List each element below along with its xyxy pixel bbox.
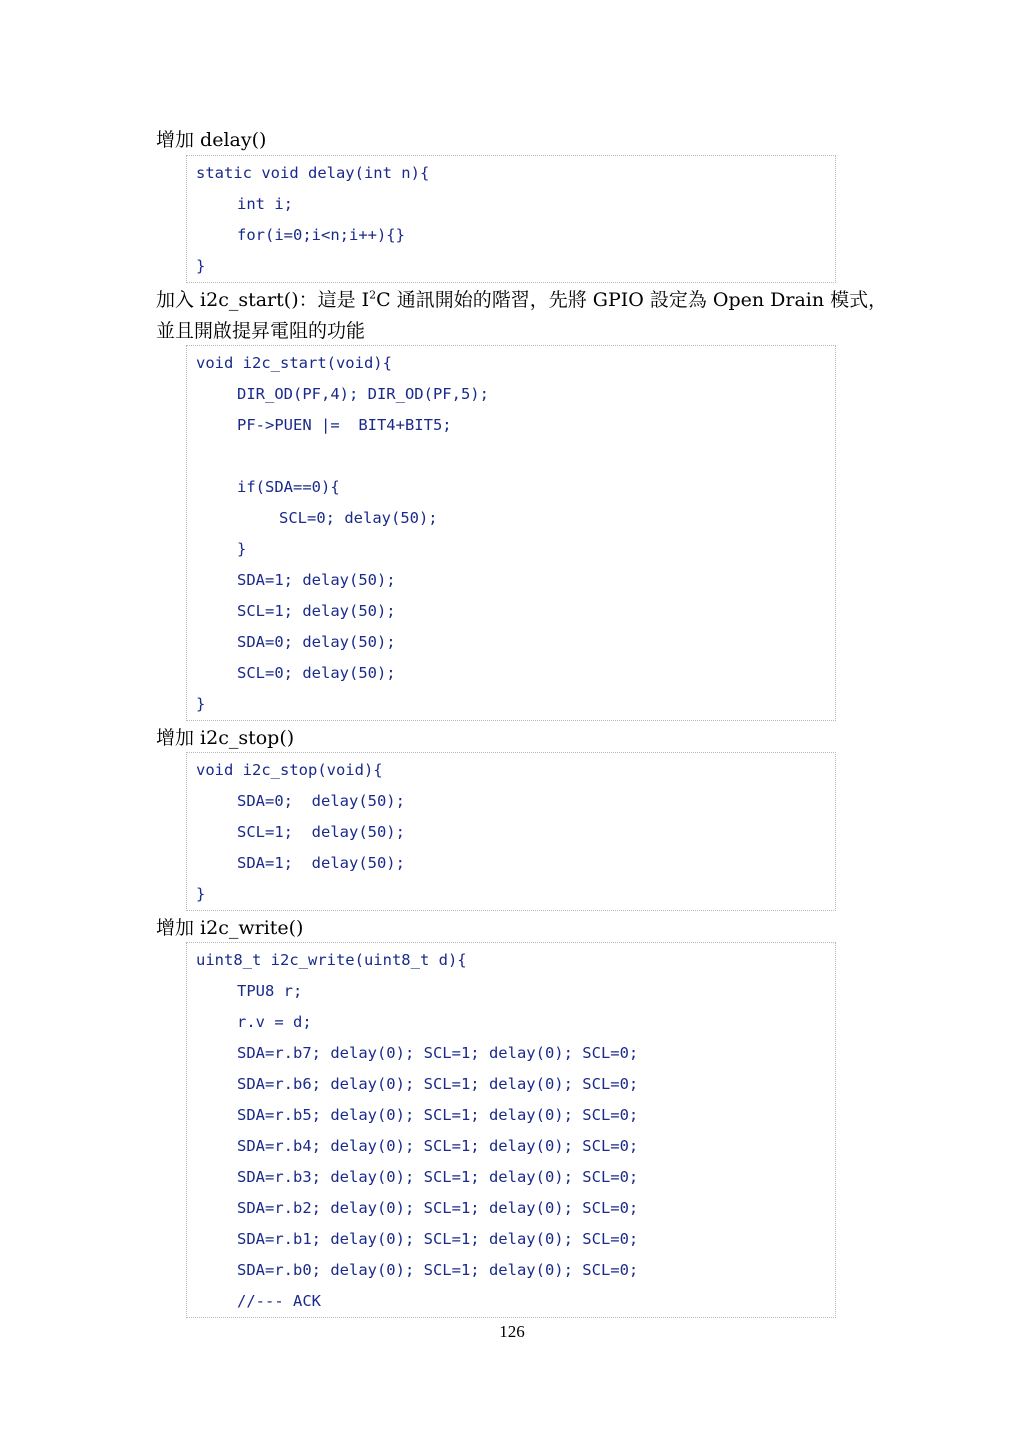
code-line: SDA=r.b7; delay(0); SCL=1; delay(0); SCL=0; [237, 1044, 639, 1062]
code-line: SDA=r.b6; delay(0); SCL=1; delay(0); SCL=0; [237, 1075, 639, 1093]
code-line: SDA=r.b2; delay(0); SCL=1; delay(0); SCL=0; [237, 1199, 639, 1217]
code-line: SDA=1; delay(50); [237, 571, 396, 589]
page-number: 126 [499, 1322, 525, 1341]
code-line: SCL=0; delay(50); [279, 509, 438, 527]
code-line: } [196, 885, 206, 903]
code-line: PF->PUEN |= BIT4+BIT5; [237, 416, 452, 434]
heading-i2c-start-post: C 通訊開始的階習，先將 GPIO 設定為 Open Drain 模式， [376, 289, 888, 311]
code-line: SDA=r.b1; delay(0); SCL=1; delay(0); SCL=0; [237, 1230, 639, 1248]
heading-i2c-write: 增加 i2c_write() [156, 917, 304, 939]
code-line: static void delay(int n){ [196, 164, 430, 182]
heading-i2c-start-line1 [156, 285, 887, 315]
heading-delay: 增加 delay() [156, 129, 267, 151]
code-line: SDA=0; delay(50); [237, 792, 405, 810]
code-line: //--- ACK [237, 1292, 321, 1310]
code-line: TPU8 r; [237, 982, 303, 1000]
code-line: SDA=0; delay(50); [237, 633, 396, 651]
code-line: r.v = d; [237, 1013, 312, 1031]
code-block-i2c-write [186, 942, 836, 1318]
heading-i2c-start-line2: 並且開啟提昇電阻的功能 [156, 320, 366, 342]
code-line: for(i=0;i<n;i++){} [237, 226, 405, 244]
code-line: SDA=r.b0; delay(0); SCL=1; delay(0); SCL=0; [237, 1261, 639, 1279]
code-line: int i; [237, 195, 293, 213]
heading-i2c-start-sup: 2 [369, 288, 377, 302]
heading-i2c-stop: 增加 i2c_stop() [156, 727, 295, 749]
code-line: SDA=r.b3; delay(0); SCL=1; delay(0); SCL=0; [237, 1168, 639, 1186]
code-line: void i2c_stop(void){ [196, 761, 383, 779]
code-line: SDA=r.b4; delay(0); SCL=1; delay(0); SCL=0; [237, 1137, 639, 1155]
code-line: SCL=1; delay(50); [237, 823, 405, 841]
heading-i2c-start-pre: 加入 i2c_start()：這是 I [156, 289, 370, 311]
code-line: SCL=0; delay(50); [237, 664, 396, 682]
code-line: DIR_OD(PF,4); DIR_OD(PF,5); [237, 385, 489, 403]
code-block-i2c-stop [186, 752, 836, 911]
code-line: } [237, 540, 247, 558]
code-line: } [196, 257, 206, 275]
code-line: void i2c_start(void){ [196, 354, 392, 372]
code-line: uint8_t i2c_write(uint8_t d){ [196, 951, 467, 969]
code-line: SDA=1; delay(50); [237, 854, 405, 872]
code-block-i2c-start [186, 345, 836, 721]
code-line: SDA=r.b5; delay(0); SCL=1; delay(0); SCL=0; [237, 1106, 639, 1124]
code-line [187, 441, 835, 472]
code-line: } [196, 695, 206, 713]
code-line: SCL=1; delay(50); [237, 602, 396, 620]
code-block-delay [186, 155, 836, 283]
code-line: if(SDA==0){ [237, 478, 340, 496]
